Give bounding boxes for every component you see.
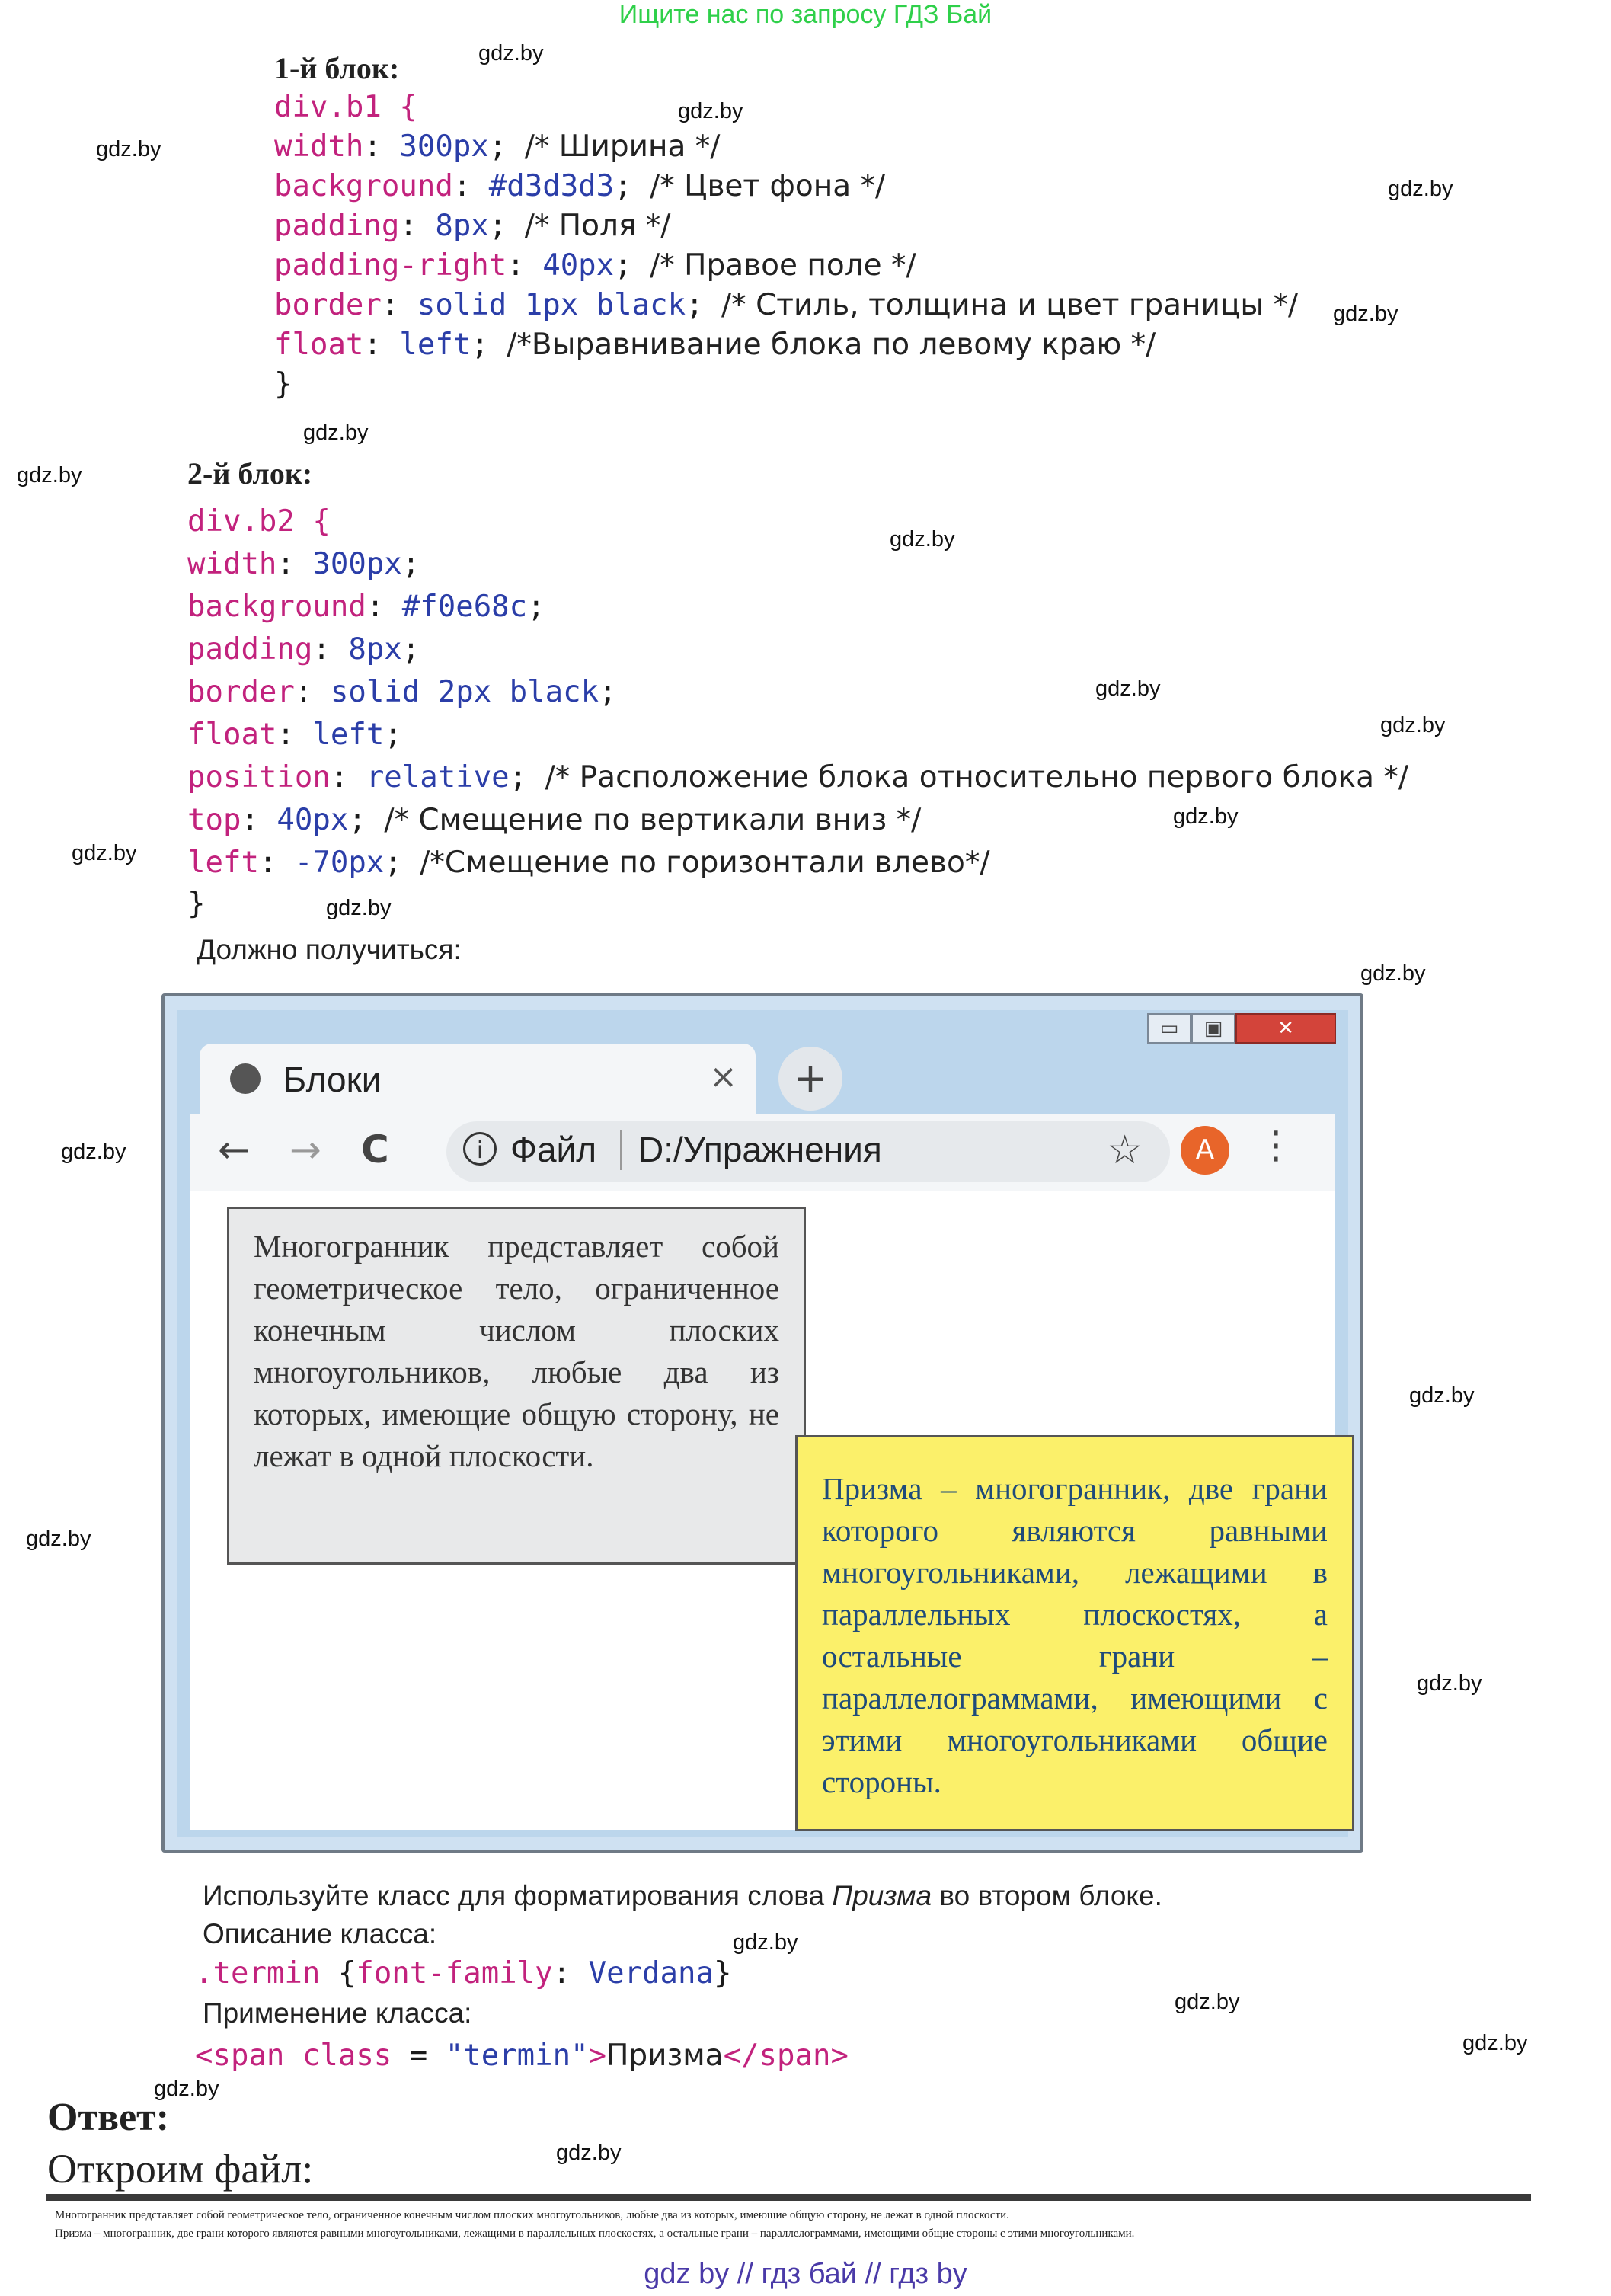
watermark: gdz.by — [72, 841, 137, 865]
star-icon[interactable]: ☆ — [1107, 1127, 1143, 1173]
avatar[interactable]: A — [1181, 1126, 1229, 1175]
watermark: gdz.by — [1380, 713, 1446, 737]
tiny-text-line: Призма – многогранник, две грани которого являются равными многоугольниками, лежащими в параллельных плоскостях, а остальные грани – параллелограммами, имеющими общие стороны с этими многоугольниками. — [55, 2227, 1135, 2240]
answer-heading: Ответ: — [47, 2096, 170, 2139]
tab-title: Блоки — [283, 1060, 382, 1099]
watermark: gdz.by — [678, 99, 743, 123]
top-banner: Ищите нас по запросу ГДЗ Бай — [619, 0, 992, 29]
minimize-button[interactable]: ▭ — [1147, 1013, 1191, 1044]
code-line: width: 300px; — [187, 547, 420, 581]
code-line: top: 40px; /* Смещение по вертикали вниз */ — [187, 803, 922, 837]
watermark: gdz.by — [96, 137, 161, 161]
window-controls — [1147, 1013, 1336, 1044]
block2-heading: 2-й блок: — [187, 456, 313, 491]
class-code: .termin {font-family: Verdana} — [195, 1956, 732, 1991]
watermark: gdz.by — [733, 1930, 798, 1955]
code-line: background: #d3d3d3; /* Цвет фона */ — [274, 169, 886, 203]
watermark: gdz.by — [1360, 961, 1426, 986]
divider — [46, 2194, 1531, 2201]
watermark: gdz.by — [17, 463, 82, 488]
close-window-button[interactable]: ✕ — [1235, 1013, 1336, 1044]
code-line: border: solid 1px black; /* Стиль, толщина и цвет границы */ — [274, 288, 1299, 322]
info-icon[interactable]: i — [463, 1132, 497, 1166]
code-line: position: relative; /* Расположение блока относительно первого блока */ — [187, 760, 1409, 795]
browser-tab[interactable] — [200, 1044, 756, 1114]
code-line: padding-right: 40px; /* Правое поле */ — [274, 248, 916, 283]
footer-links[interactable]: gdz by // гдз бай // гдз by — [644, 2258, 967, 2290]
watermark: gdz.by — [1409, 1383, 1475, 1408]
maximize-button[interactable]: ▣ — [1191, 1013, 1235, 1044]
file-label: Файл — [510, 1130, 597, 1169]
block1-text: Многогранник представляет собой геометрическое тело, ограниченное конечным числом плоских многоугольников, любые два из которых, имеющие общую сторону, не лежат в одной плоскости. — [254, 1229, 779, 1473]
code-line: padding: 8px; /* Поля */ — [274, 209, 671, 243]
code-line: left: -70px; /*Смещение по горизонтали влево*/ — [187, 846, 990, 880]
address-bar[interactable] — [446, 1121, 1170, 1182]
should-get-label: Должно получиться: — [197, 934, 462, 965]
span-code: <span class = "termin">Призма</span> — [195, 2039, 849, 2073]
watermark: gdz.by — [1388, 177, 1453, 201]
watermark: gdz.by — [1462, 2031, 1528, 2055]
code-line: border: solid 2px black; — [187, 675, 617, 709]
code-line: padding: 8px; — [187, 632, 420, 667]
watermark: gdz.by — [303, 421, 369, 445]
class-usage-label: Применение класса: — [203, 1997, 472, 2029]
tiny-text-line: Многогранник представляет собой геометрическое тело, ограниченное конечным числом плоских многоугольников, любые два из которых, имеющие общую сторону, не лежат в одной плоскости. — [55, 2209, 1009, 2221]
block1-heading: 1-й блок: — [274, 51, 400, 85]
back-icon[interactable]: ← — [218, 1127, 250, 1172]
new-tab-button[interactable]: + — [778, 1047, 842, 1111]
block1-selector: div.b1 { — [274, 90, 417, 124]
url-text[interactable]: D:/Упражнения — [638, 1130, 882, 1169]
demo-block1 — [227, 1207, 806, 1565]
code-line: float: left; — [187, 718, 402, 752]
watermark: gdz.by — [1095, 676, 1161, 701]
code-line: background: #f0e68c; — [187, 590, 545, 624]
watermark: gdz.by — [1417, 1671, 1482, 1696]
demo-block2 — [795, 1435, 1354, 1831]
class-description-label: Описание класса: — [203, 1918, 437, 1949]
watermark: gdz.by — [1175, 1990, 1240, 2014]
code-line: width: 300px; /* Ширина */ — [274, 130, 721, 164]
block2-text: Призма – многогранник, две грани которого являются равными многоугольниками, лежащими в параллельных плоскостях, а остальные грани – параллелограммами, имеющими с этими многоугольниками общие стороны. — [822, 1471, 1328, 1799]
watermark: gdz.by — [61, 1140, 126, 1164]
globe-icon — [230, 1063, 261, 1094]
code-line: float: left; /*Выравнивание блока по левому краю */ — [274, 328, 1156, 362]
separator — [620, 1130, 622, 1170]
tab-close-icon[interactable]: × — [709, 1057, 737, 1096]
block2-close: } — [187, 887, 206, 921]
watermark: gdz.by — [890, 527, 955, 552]
browser-window — [161, 993, 1363, 1853]
watermark: gdz.by — [1173, 804, 1239, 829]
forward-icon[interactable]: → — [289, 1127, 321, 1172]
open-file-text: Откроим файл: — [47, 2146, 314, 2192]
watermark: gdz.by — [26, 1527, 91, 1551]
reload-icon[interactable]: C — [361, 1127, 389, 1172]
menu-icon[interactable]: ⋮ — [1257, 1123, 1295, 1167]
page-viewport — [190, 1191, 1335, 1830]
watermark: gdz.by — [478, 41, 544, 66]
instruction-line: Используйте класс для форматирования слова Призма во втором блоке. — [203, 1880, 1162, 1911]
watermark: gdz.by — [326, 896, 392, 920]
watermark: gdz.by — [556, 2141, 622, 2165]
browser-toolbar — [190, 1114, 1335, 1191]
browser-frame — [177, 1010, 1348, 1837]
block1-close: } — [274, 367, 292, 401]
watermark: gdz.by — [154, 2077, 219, 2101]
block2-selector: div.b2 { — [187, 504, 331, 539]
watermark: gdz.by — [1333, 302, 1398, 326]
